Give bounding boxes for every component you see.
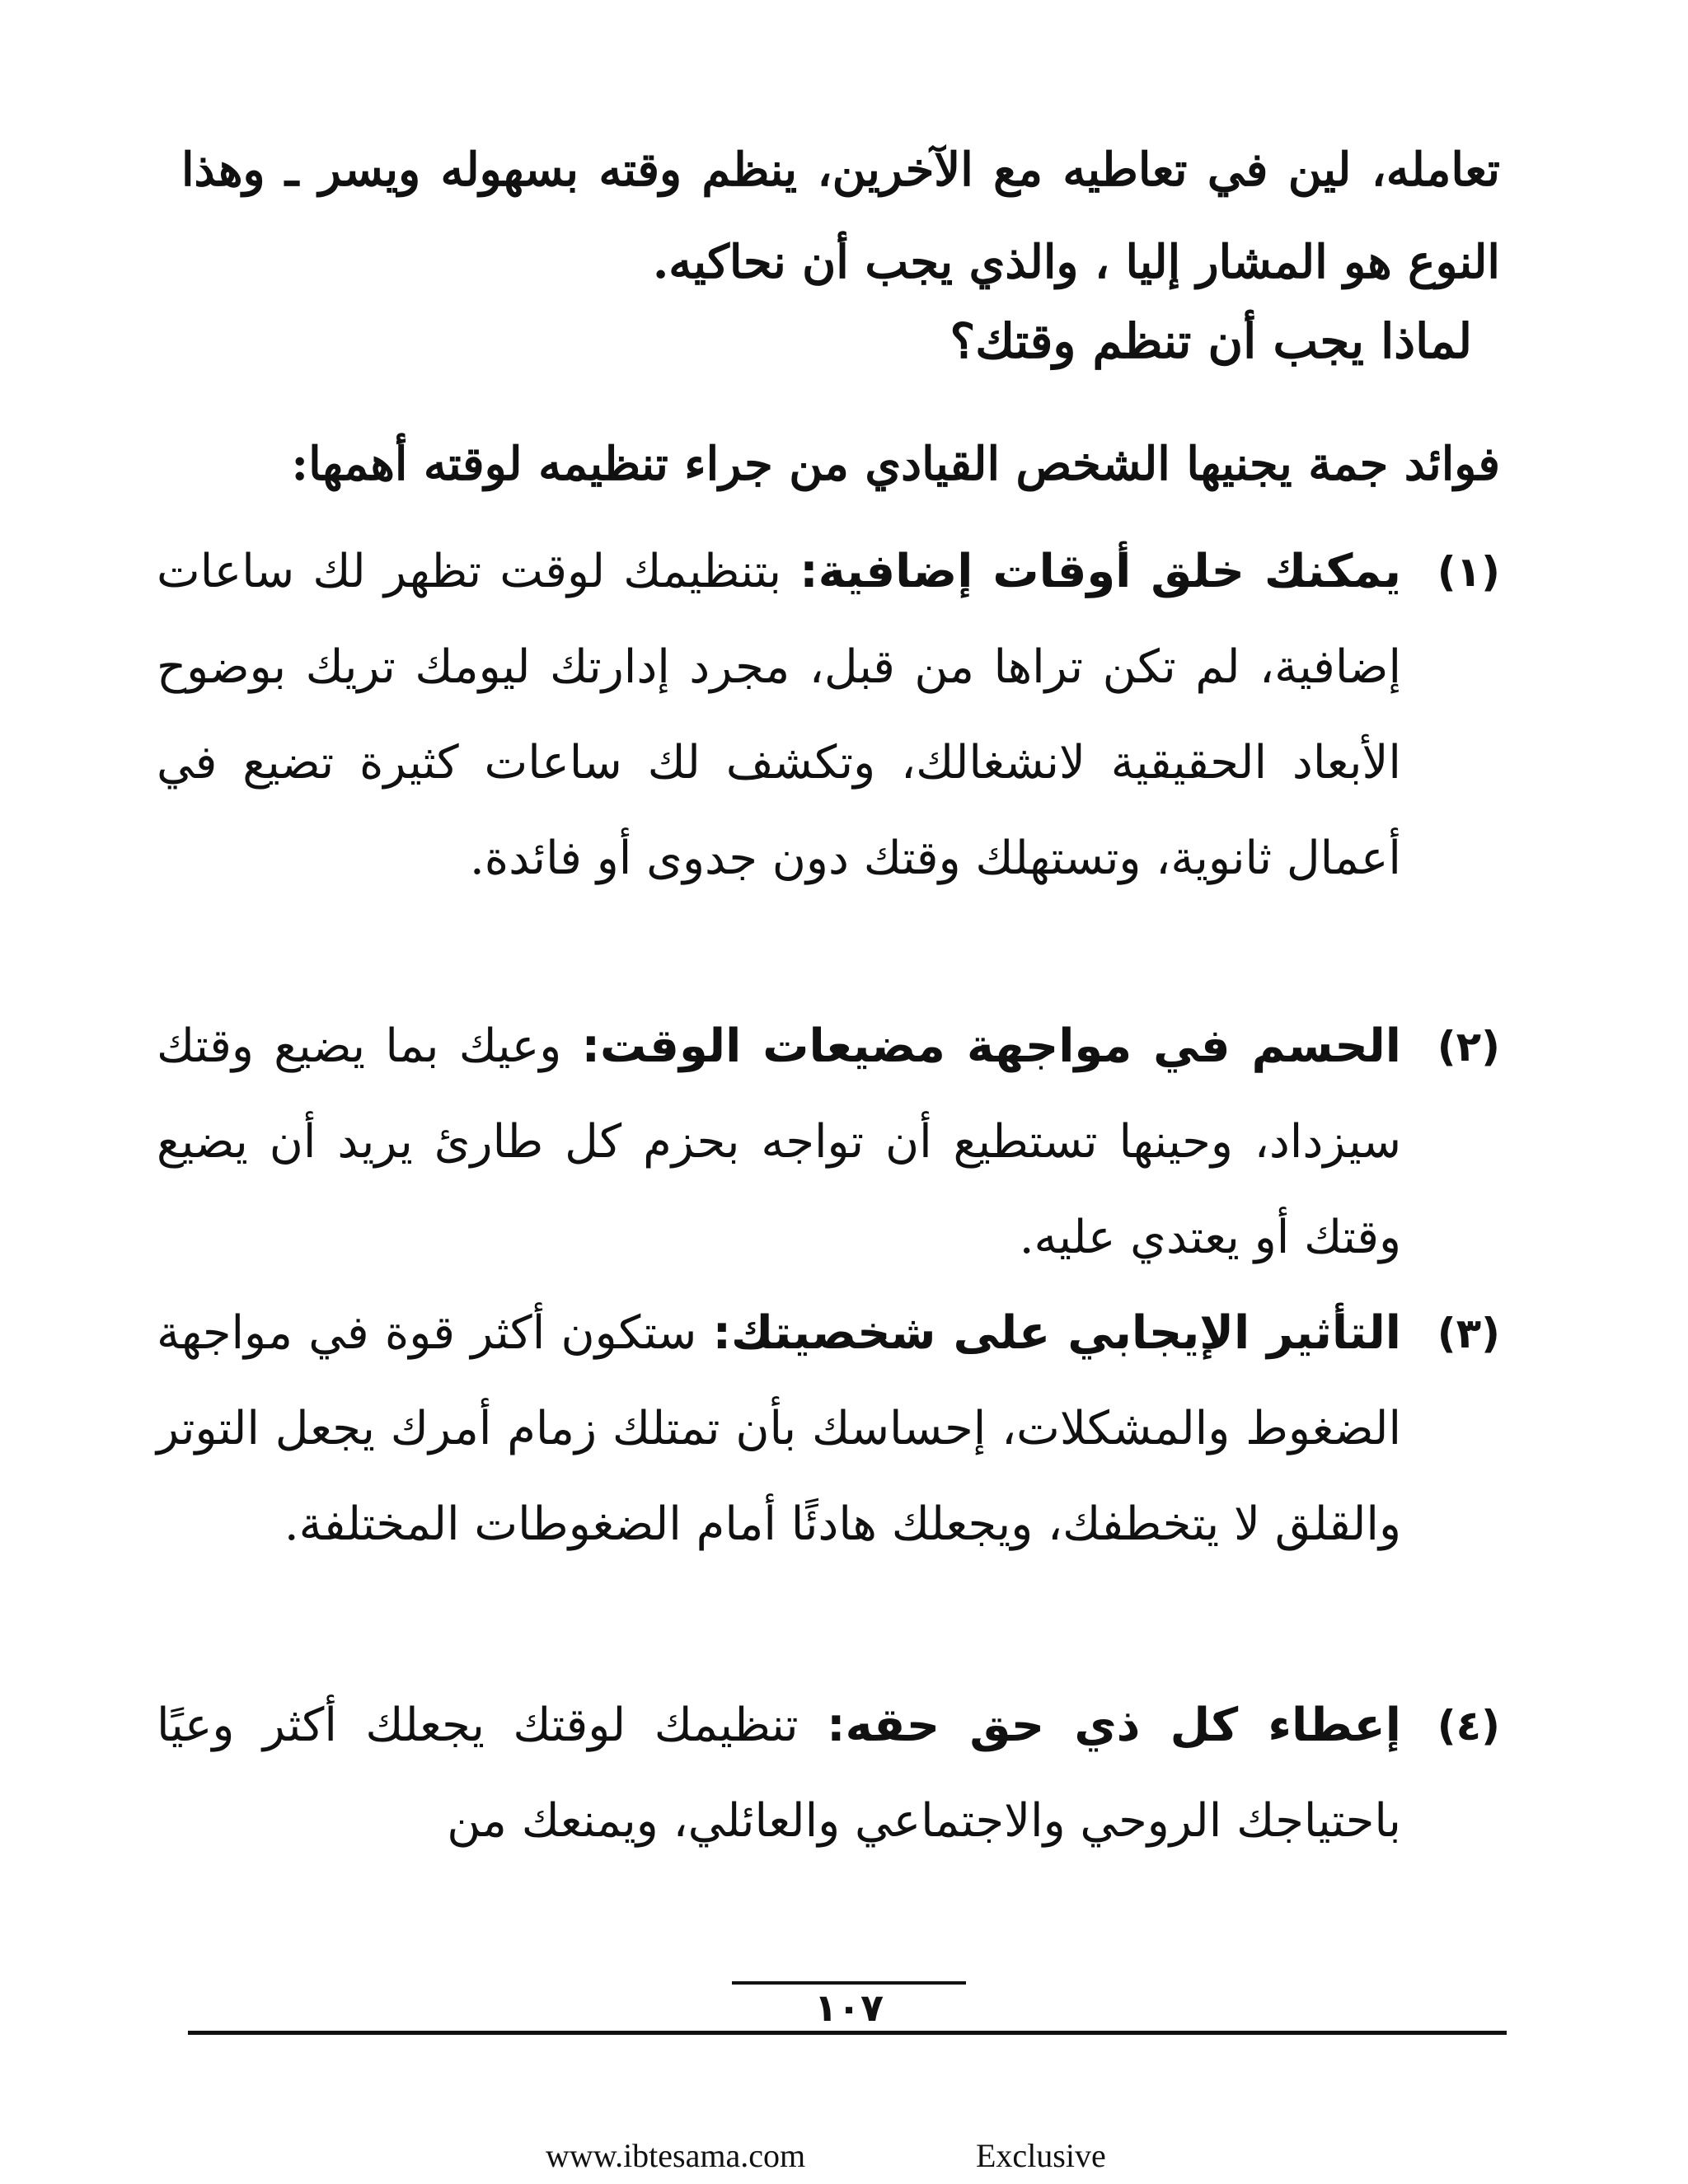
item-title: يمكنك خلق أوقات إضافية: bbox=[799, 545, 1402, 598]
list-item bbox=[157, 1286, 1500, 1572]
item-number: (٤) bbox=[1437, 1702, 1500, 1750]
list-item bbox=[157, 1678, 1500, 1869]
page-number: ١٠٧ bbox=[814, 1985, 884, 2030]
item-text: تنظيمك لوقتك يجعلك أكثر وعيًا باحتياجك الروحي والاجتماعي والعائلي، ويمنعك من bbox=[157, 1699, 1401, 1848]
intro-paragraph bbox=[181, 124, 1500, 308]
item-number: (٣) bbox=[1437, 1310, 1500, 1357]
intro-text: تعامله، لين في تعاطيه مع الآخرين، ينظم وقته بسهوله ويسر ـ وهذا النوع هو المشار إليا ، والذي يجب أن نحاكيه. bbox=[181, 143, 1500, 289]
item-body bbox=[157, 1678, 1401, 1869]
item-title: الحسم في مواجهة مضيعات الوقت: bbox=[581, 1019, 1401, 1073]
list-item bbox=[157, 999, 1500, 1286]
item-title: التأثير الإيجابي على شخصيتك: bbox=[712, 1306, 1401, 1360]
lead-sentence: فوائد جمة يجنيها الشخص القيادي من جراء تنظيمه لوقته أهمها: bbox=[291, 437, 1500, 491]
section-heading: لماذا يجب أن تنظم وقتك؟ bbox=[950, 313, 1472, 369]
item-text: ستكون أكثر قوة في مواجهة الضغوط والمشكلات، إحساسك بأن تمتلك زمام أمرك يجعل التوتر والقلق لا يتخطفك، ويجعلك هادئًا أمام الضغوطات المختلفة. bbox=[157, 1306, 1401, 1551]
item-text: بتنظيمك لوقت تظهر لك ساعات إضافية، لم تكن تراها من قبل، مجرد إدارتك ليومك تريك بوضوح الأبعاد الحقيقية لانشغالك، وتكشف لك ساعات كثيرة تضيع في أعمال ثانوية، وتستهلك وقتك دون جدوى أو فائدة. bbox=[157, 545, 1401, 885]
item-body bbox=[157, 999, 1401, 1286]
footer-website: www.ibtesama.com bbox=[546, 2137, 806, 2174]
item-body bbox=[157, 524, 1401, 907]
item-title: إعطاء كل ذي حق حقه: bbox=[827, 1699, 1401, 1752]
item-number: (٢) bbox=[1437, 1023, 1500, 1071]
item-text: وعيك بما يضيع وقتك سيزداد، وحينها تستطيع أن تواجه بحزم كل طارئ يريد أن يضيع وقتك أو يعتدي عليه. bbox=[157, 1019, 1401, 1264]
item-number: (١) bbox=[1437, 548, 1500, 596]
footer-divider bbox=[188, 2031, 1507, 2035]
list-item bbox=[157, 524, 1500, 907]
footer-label: Exclusive bbox=[976, 2137, 1106, 2174]
item-body bbox=[157, 1286, 1401, 1572]
